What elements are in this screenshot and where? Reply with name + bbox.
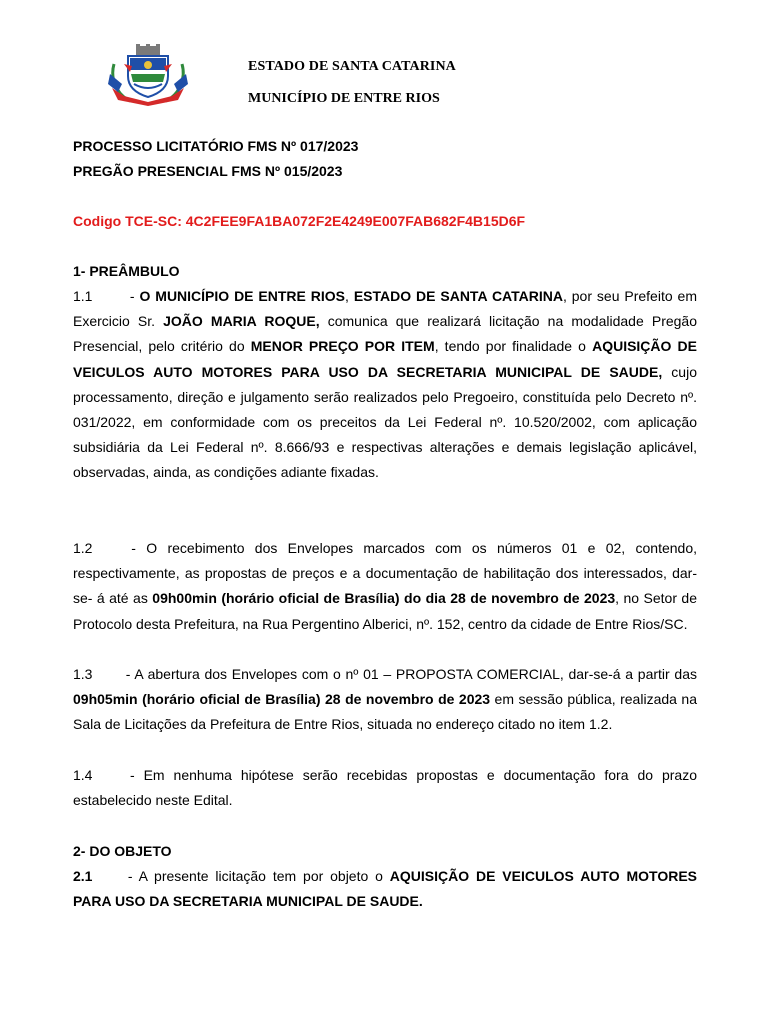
- section-2-title: 2- DO OBJETO: [73, 843, 172, 859]
- item-number: 1.1: [73, 288, 93, 304]
- item-number: 1.4: [73, 767, 93, 783]
- state-title: ESTADO DE SANTA CATARINA: [248, 59, 456, 74]
- paragraph-1-2: 1.2 - O recebimento dos Envelopes marcados com os números 01 e 02, contendo, respectivamente, as propostas de preços e a documentação de habilitação dos interessados, dar-se- á até as 09h00min (horário oficial de Brasília) do dia 28 de novembro de 2023, no Setor de Protocolo desta Prefeitura, na Rua Pergentino Alberici, nº. 152, centro da cidade de Entre Rios/SC.: [73, 536, 697, 637]
- item-number: 1.2: [73, 540, 93, 556]
- paragraph-2-1: 2.1 - A presente licitação tem por objeto o AQUISIÇÃO DE VEICULOS AUTO MOTORES PARA USO DA SECRETARIA MUNICIPAL DE SAUDE.: [73, 864, 697, 914]
- item-number: 1.3: [73, 666, 93, 682]
- paragraph-1-3: 1.3 - A abertura dos Envelopes com o nº 01 – PROPOSTA COMERCIAL, dar-se-á a partir das 09h05min (horário oficial de Brasília) 28 de novembro de 2023 em sessão pública, realizada na Sala de Licitações da Prefeitura de Entre Rios, situada no endereço citado no item 1.2.: [73, 662, 697, 738]
- pregao-number: PREGÃO PRESENCIAL FMS Nº 015/2023: [73, 163, 343, 179]
- item-number: 2.1: [73, 868, 93, 884]
- process-number: PROCESSO LICITATÓRIO FMS Nº 017/2023: [73, 138, 359, 154]
- municipality-title: MUNICÍPIO DE ENTRE RIOS: [248, 91, 440, 106]
- paragraph-1-1: 1.1 - O MUNICÍPIO DE ENTRE RIOS, ESTADO DE SANTA CATARINA, por seu Prefeito em Exercicio Sr. JOÃO MARIA ROQUE, comunica que realizará licitação na modalidade Pregão Presencial, pelo critério do MENOR PREÇO POR ITEM, tendo por finalidade o AQUISIÇÃO DE VEICULOS AUTO MOTORES PARA USO DA SECRETARIA MUNICIPAL DE SAUDE, cujo processamento, direção e julgamento serão realizados pelo Pregoeiro, constituída pelo Decreto nº. 031/2022, em conformidade com os preceitos da Lei Federal nº. 10.520/2002, com aplicação subsidiária da Lei Federal nº. 8.666/93 e respectivas alterações e demais legislação aplicável, observadas, ainda, as condições adiante fixadas.: [73, 284, 697, 486]
- paragraph-1-4: 1.4 - Em nenhuma hipótese serão recebidas propostas e documentação fora do prazo estabelecido neste Edital.: [73, 763, 697, 813]
- section-1-title: 1- PREÂMBULO: [73, 263, 180, 279]
- tce-code: Codigo TCE-SC: 4C2FEE9FA1BA072F2E4249E007FAB682F4B15D6F: [73, 213, 526, 229]
- municipal-crest-logo: [108, 44, 188, 106]
